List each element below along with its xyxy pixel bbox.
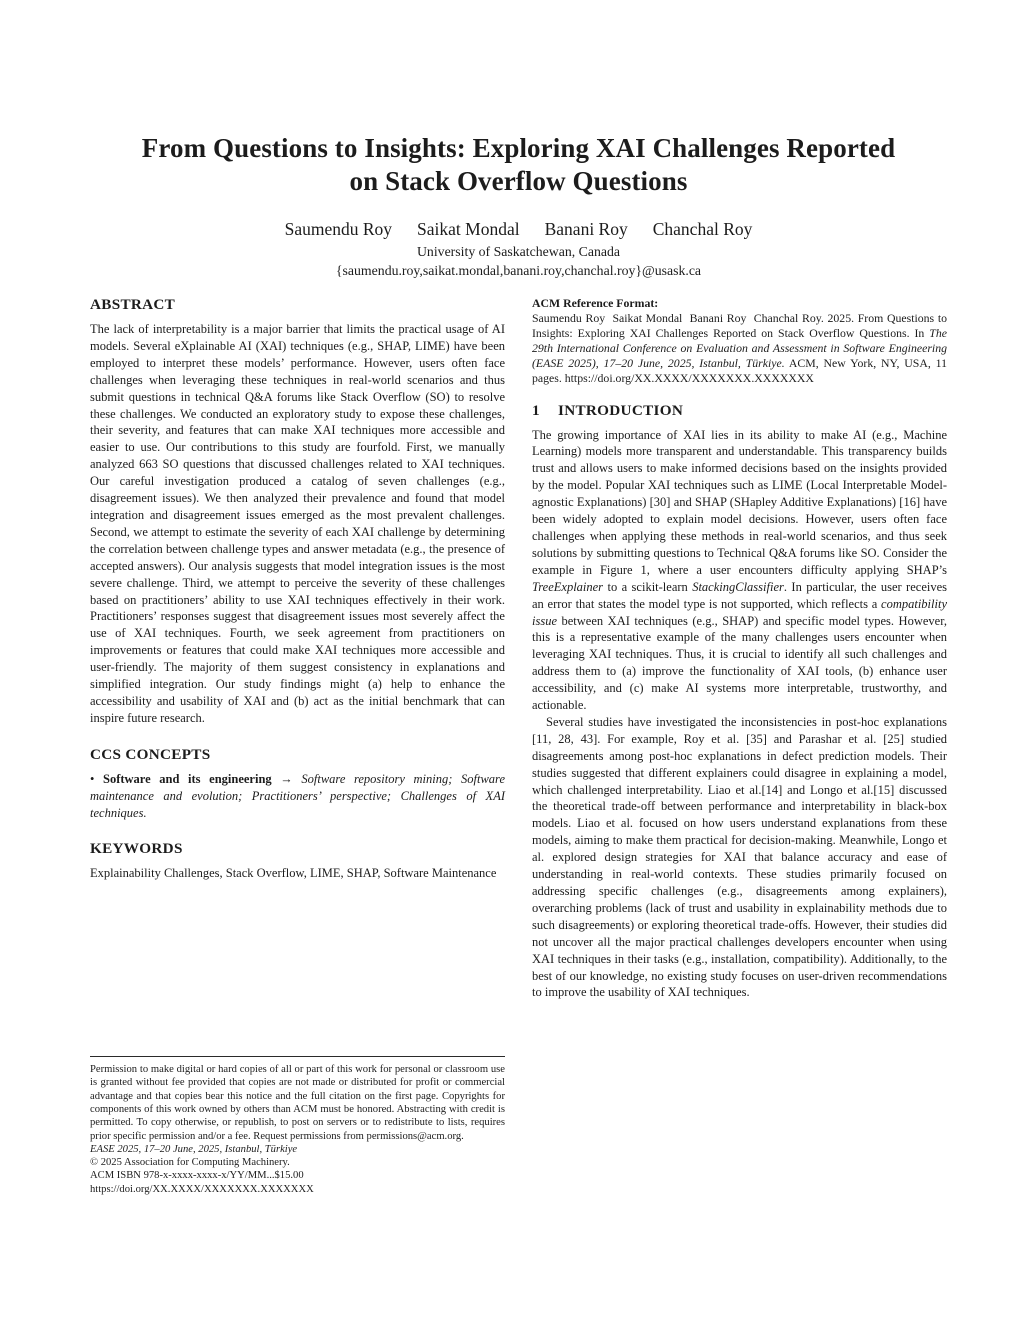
affiliation: University of Saskatchewan, Canada	[416, 244, 621, 259]
ccs-arrow-icon: →	[271, 771, 302, 786]
ccs-heading: CCS CONCEPTS	[90, 745, 211, 763]
footnote-block	[90, 1056, 505, 1196]
introduction-paragraph-1	[532, 427, 947, 714]
intro-p1-italic-compatibility-issue: compatibility issue	[532, 596, 947, 628]
acm-reference-body	[532, 311, 947, 386]
abstract-heading: ABSTRACT	[90, 296, 176, 313]
acm-reference-venue: The 29th International Conference on Evaluation and Assessment in Software Engineering (EASE 2025), 17–20 June, 2025, Istanbul, Türkiye.	[532, 325, 947, 370]
column-left	[90, 296, 505, 1196]
intro-p1-text: between XAI techniques (e.g., SHAP) and specific model types. However, this is a representative example of the many challenges users encounter when leveraging XAI techniques. Thus, it is crucial to identify all such challenges and address them to (a) improve the functionality of XAI tools, (b) enhance user accessibility, and (c) make AI systems more interpretable, trustworthy, and actionable.	[532, 613, 947, 713]
author-name: Saumendu Roy	[284, 219, 393, 239]
two-column-body	[90, 296, 947, 1196]
intro-p1-italic-stackingclassifier: StackingClassifier	[692, 579, 784, 594]
author-name: Banani Roy	[544, 219, 628, 239]
paper-title	[90, 132, 947, 198]
section-title: INTRODUCTION	[558, 401, 684, 419]
ccs-body	[90, 771, 505, 822]
intro-p1-text: to a scikit-learn	[603, 579, 693, 594]
keywords-body: Explainability Challenges, Stack Overflow, LIME, SHAP, Software Maintenance	[90, 866, 497, 881]
copyright-line: © 2025 Association for Computing Machinery.	[90, 1157, 290, 1169]
intro-p1-italic-treeexplainer: TreeExplainer	[532, 579, 604, 594]
conference-line: EASE 2025, 17–20 June, 2025, Istanbul, Türkiye	[90, 1143, 298, 1155]
authors-line	[90, 219, 947, 239]
author-name: Chanchal Roy	[652, 219, 753, 239]
ccs-bullet: •	[90, 771, 103, 786]
introduction-heading	[532, 402, 947, 420]
author-name: Saikat Mondal	[417, 219, 520, 239]
acm-reference-part1: Saumendu Roy Saikat Mondal Banani Roy Chanchal Roy. 2025. From Questions to Insights: Exploring XAI Challenges Reported on Stack Overflow Questions. In	[532, 311, 947, 340]
author-emails: {saumendu.roy,saikat.mondal,banani.roy,chanchal.roy}@usask.ca	[335, 263, 702, 278]
permission-notice: Permission to make digital or hard copies of all or part of this work for personal or classroom use is granted without fee provided that copies are not made or distributed for profit or commercial advantage and that copies bear this notice and the full citation on the first page. Copyrights for components of this work owned by others than ACM must be honored. Abstracting with credit is permitted. To copy otherwise, or republish, to post on servers or to redistribute to lists, requires prior specific permission and/or a fee. Request permissions from permissions@acm.org.	[90, 1064, 505, 1142]
column-right	[532, 296, 947, 1196]
ccs-category: Software and its engineering	[103, 771, 272, 786]
paper-title-line2: on Stack Overflow Questions	[349, 166, 688, 196]
ccs-terms: Software repository mining; Software maintenance and evolution; Practitioners’ perspective; Challenges of XAI techniques.	[90, 771, 505, 820]
doi-line: https://doi.org/XX.XXXX/XXXXXXX.XXXXXXX	[90, 1183, 314, 1195]
paper-title-line1: From Questions to Insights: Exploring XAI Challenges Reported	[141, 133, 896, 163]
keywords-heading: KEYWORDS	[90, 840, 183, 858]
acm-reference-heading: ACM Reference Format:	[532, 296, 659, 310]
title-block	[90, 132, 947, 279]
isbn-line: ACM ISBN 978-x-xxxx-xxxx-x/YY/MM...$15.00	[90, 1170, 304, 1182]
section-number: 1	[532, 401, 540, 419]
abstract-body: The lack of interpretability is a major barrier that limits the practical usage of AI models. Several eXplainable AI (XAI) techniques (e.g., SHAP, LIME) have been employed to interpret these models’ performance. However, users often face challenges when leveraging these techniques in real-world scenarios and thus submit questions in technical Q&A forums like Stack Overflow (SO) to resolve these challenges. We conducted an exploratory study to expose these challenges, their severity, and features that can make XAI techniques more accessible and easier to use. Our contributions to this study are fourfold. First, we manually analyzed 663 SO questions that discussed challenges related to XAI techniques. Our careful investigation produced a catalog of seven challenges (e.g., disagreement issues). We then analyzed their prevalence and found that model integration and disagreement issues emerged as the most prevalent challenges. Second, we attempt to estimate the severity of each XAI challenge by determining the correlation between challenge types and answer metadata (e.g., the presence of accepted answers). Our analysis suggests that model integration issues is the most severe challenge. Third, we attempt to perceive the severity of these challenges based on practitioners’ ability to use XAI techniques effectively in their work. Practitioners’ responses suggest that disagreement issues most severely affect the use of XAI techniques. Fourth, we seek agreement from practitioners on improvements or features that could make XAI techniques more accessible and user-friendly. The majority of them suggest consistency in explanations and simplified integration. Our study findings might (a) help to enhance the accessibility and usability of XAI and (b) act as the initial benchmark that can inspire future research.	[90, 322, 505, 725]
intro-p1-text: . In particular, the user receives an error that states the model type is not supported, which reflects a	[532, 579, 948, 611]
acm-reference-part2: ACM, New York, NY, USA, 11 pages. https://doi.org/XX.XXXX/XXXXXXX.XXXXXXX	[532, 355, 947, 385]
introduction-paragraph-2: Several studies have investigated the inconsistencies in post-hoc explanations [11, 28, 43]. For example, Roy et al. [35] and Parashar et al. [25] studied disagreements among post-hoc explanations in defect prediction models. Their studies suggested that different explainers could disagree in explaining a model, which challenged interpretability. Liao et al.[14] and Longo et al.[15] discussed the theoretical trade-off between performance and interpretability in black-box models. Liao et al. focused on how users understand explanations from these models, aiming to make them practical for decision-making. Meanwhile, Longo et al. explored design strategies for XAI that balance accuracy and ease of understanding in real-world contexts. These studies primarily focused on addressing specific challenges (e.g., disagreements among explainers), overarching problems (lack of trust and usability in explainability methods due to such disagreements) or exploring theoretical trade-offs. However, their studies did not uncover all the major practical challenges developers encounter when using XAI techniques in their tasks (e.g., installation, compatibility). Additionally, to the best of our knowledge, no existing study focuses on user-driven recommendations to improve the usability of XAI techniques.	[532, 714, 947, 1000]
intro-p1-text: The growing importance of XAI lies in its ability to make AI (e.g., Machine Learning) models more transparent and understandable. This transparency builds trust and allows users to make informed decisions based on the insights provided by the model. Popular XAI techniques such as LIME (Local Interpretable Model-agnostic Explanations) [30] and SHAP (SHapley Additive Explanations) [16] have been widely adopted to explain model decisions. However, users often face challenges when applying these methods in real-world scenarios, and thus seek solutions by submitting questions to Technical Q&A forums like SO. Consider the example in Figure 1, where a user encounters difficulty applying SHAP’s	[532, 427, 947, 577]
